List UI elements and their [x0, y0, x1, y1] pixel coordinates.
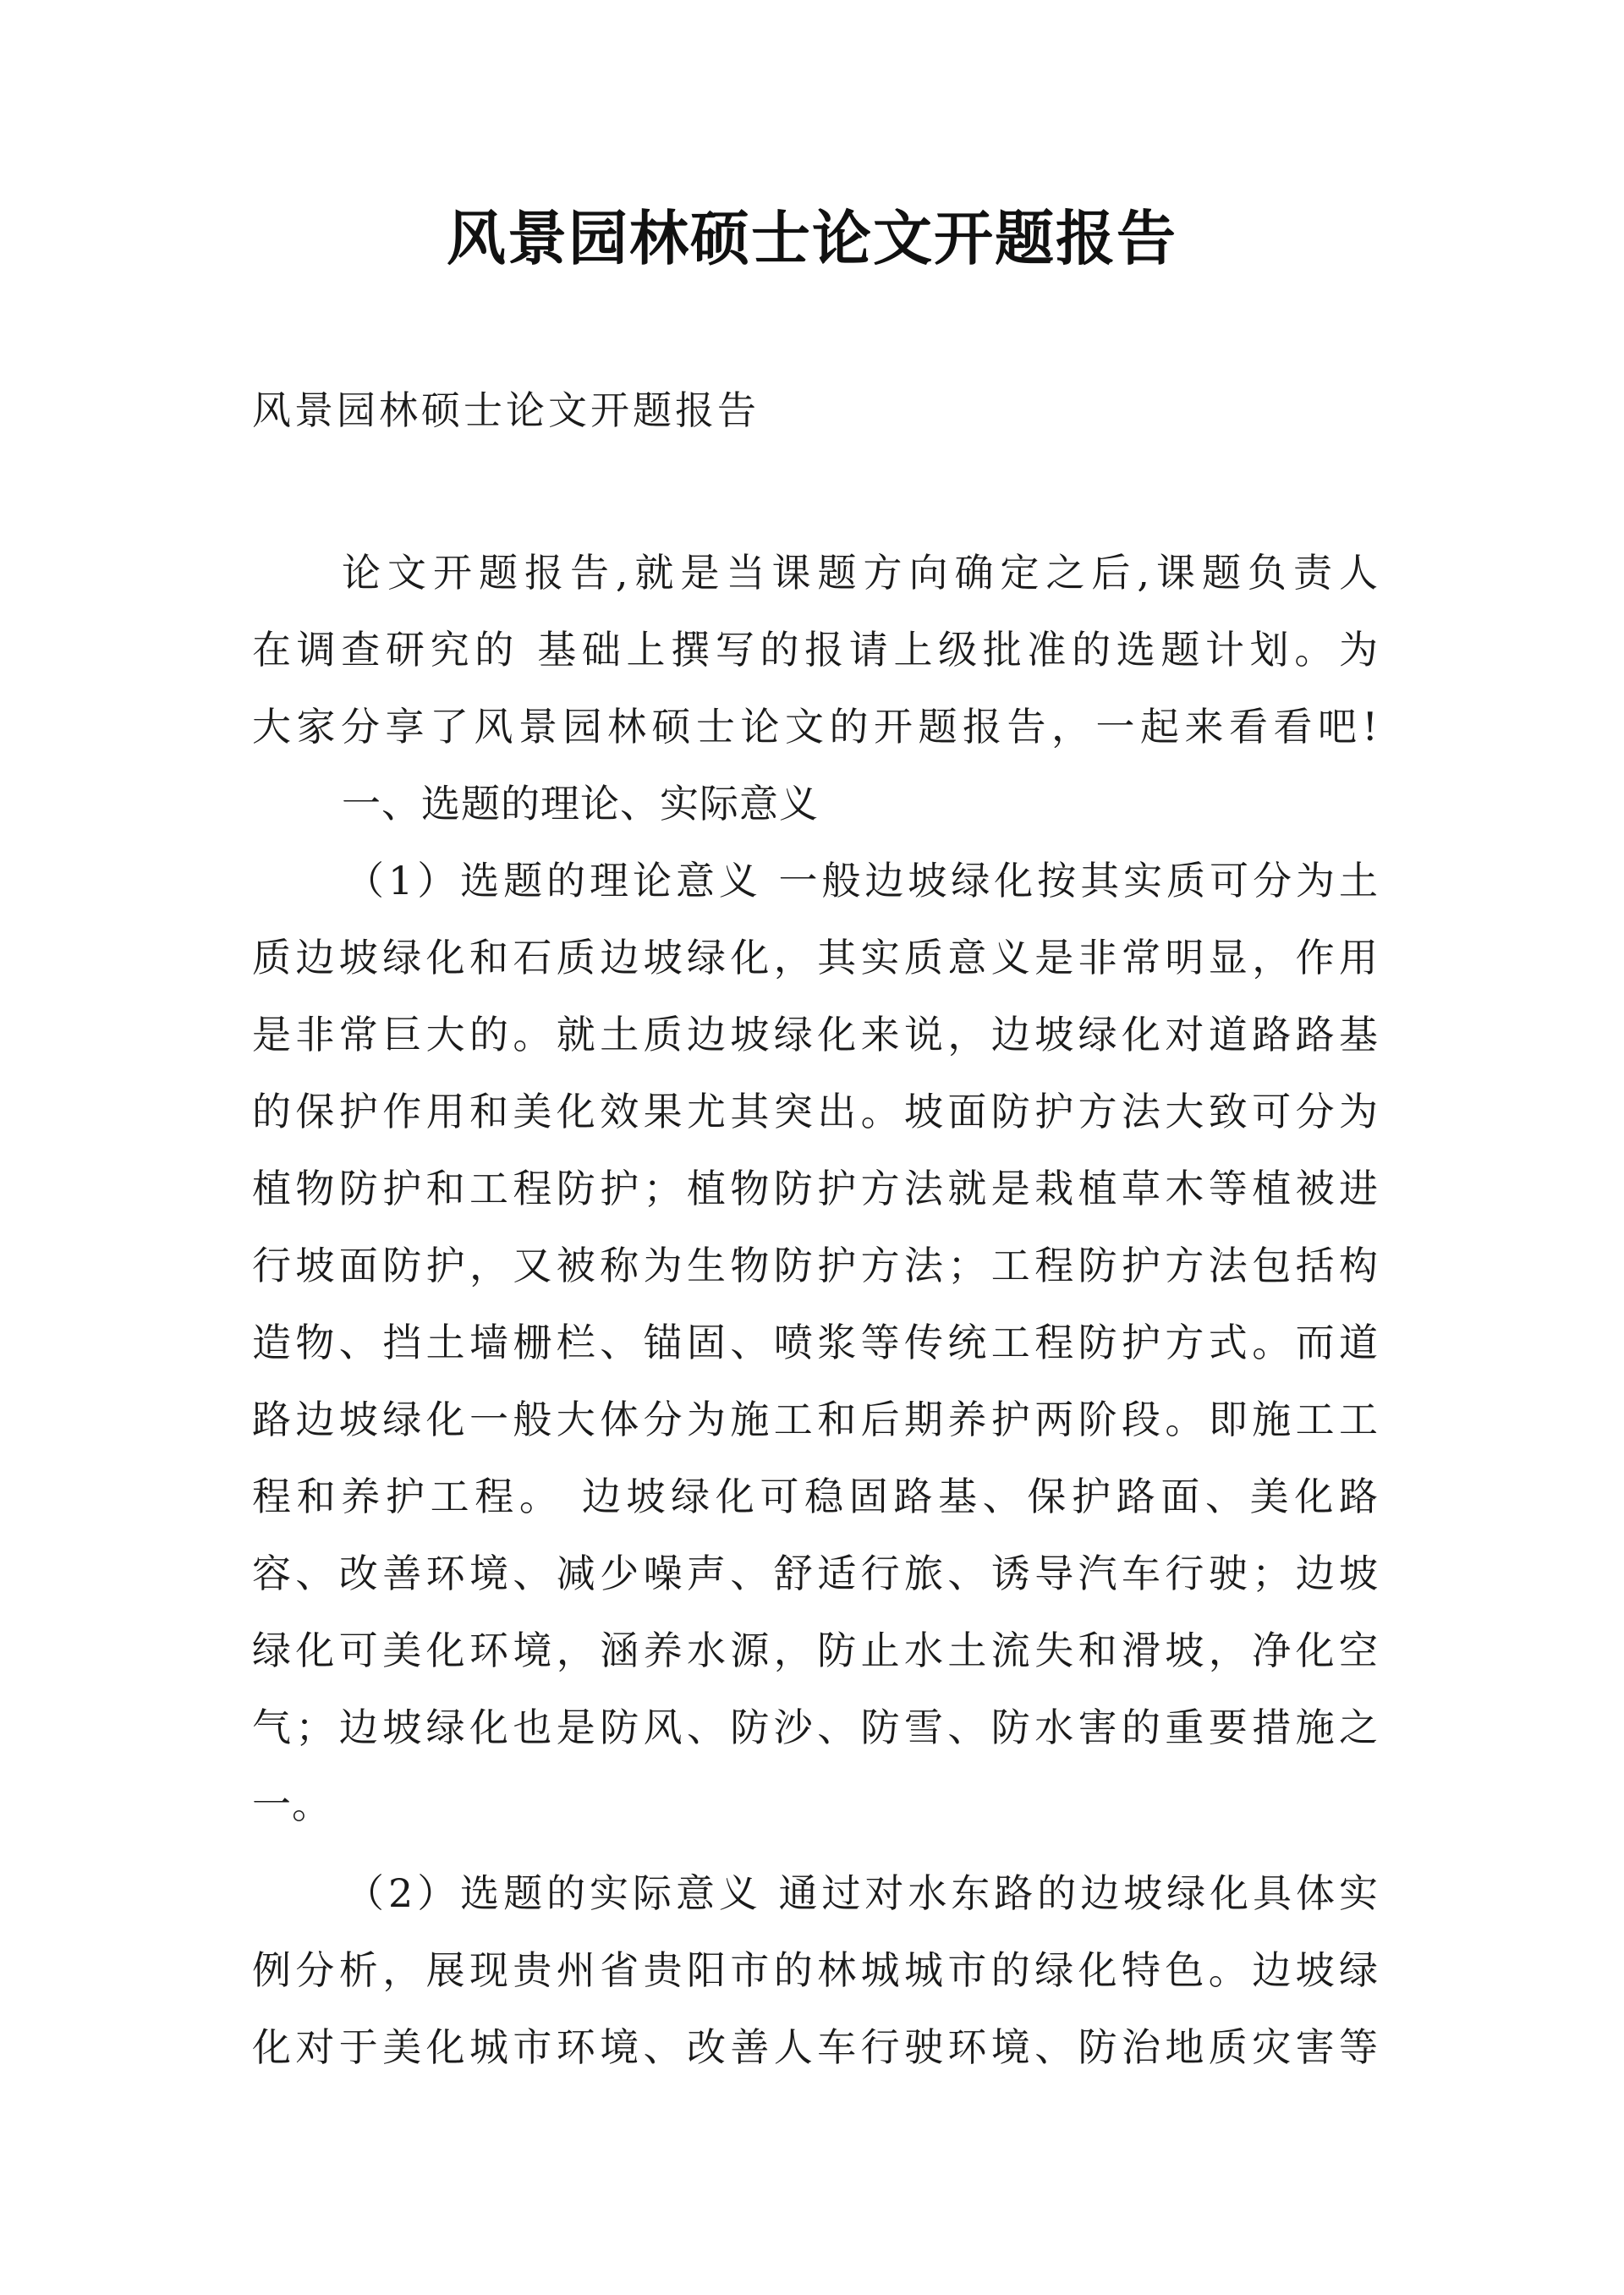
document-body [252, 535, 1379, 2086]
paragraph-spacer [252, 1843, 1379, 1855]
theory-paragraph [252, 843, 1379, 1843]
text-line: 程和养护工程。 边坡绿化可稳固路基、保护路面、美化路 [252, 1474, 1379, 1519]
text-line: 路边坡绿化一般大体分为施工和后期养护两阶段。即施工工 [252, 1397, 1379, 1442]
text-line: 论文开题报告,就是当课题方向确定之后,课题负责人 [342, 550, 1379, 596]
text-line: 行坡面防护，又被称为生物防护方法；工程防护方法包括构 [252, 1243, 1379, 1288]
practice-paragraph [252, 1855, 1379, 2086]
text-line: 一。 [252, 1782, 332, 1827]
text-line: 在调查研究的 基础上撰写的报请上级批准的选题计划。为 [252, 627, 1379, 673]
section-heading [252, 766, 1379, 843]
text-line: （1）选题的理论意义 一般边坡绿化按其实质可分为土 [345, 858, 1379, 903]
document-title: 风景园林硕士论文开题报告 [447, 203, 1177, 273]
section-heading-text: 一、选题的理论、实际意义 [342, 781, 819, 826]
text-line: 是非常巨大的。就土质边坡绿化来说，边坡绿化对道路路基 [252, 1012, 1379, 1057]
text-line: 容、改善环境、减少噪声、舒适行旅、诱导汽车行驶；边坡 [252, 1551, 1379, 1596]
text-line: （2）选题的实际意义 通过对水东路的边坡绿化具体实 [345, 1870, 1379, 1916]
text-line: 造物、挡土墙栅栏、锚固、喷浆等传统工程防护方式。而道 [252, 1320, 1379, 1365]
text-line: 化对于美化城市环境、改善人车行驶环境、防治地质灾害等 [252, 2024, 1379, 2070]
text-line: 质边坡绿化和石质边坡绿化，其实质意义是非常明显，作用 [252, 935, 1379, 980]
text-line: 的保护作用和美化效果尤其突出。坡面防护方法大致可分为 [252, 1089, 1379, 1134]
text-line: 绿化可美化环境，涵养水源，防止水土流失和滑坡，净化空 [252, 1628, 1379, 1673]
text-line: 气；边坡绿化也是防风、防沙、防雪、防水害的重要措施之 [252, 1705, 1379, 1750]
document-subtitle: 风景园林硕士论文开题报告 [252, 387, 760, 433]
text-line: 植物防护和工程防护；植物防护方法就是栽植草木等植被进 [252, 1166, 1379, 1211]
intro-paragraph [252, 535, 1379, 766]
text-line: 大家分享了风景园林硕士论文的开题报告，一起来看看吧! [252, 704, 1379, 749]
text-line: 例分析，展现贵州省贵阳市的林城城市的绿化特色。边坡绿 [252, 1947, 1379, 1993]
